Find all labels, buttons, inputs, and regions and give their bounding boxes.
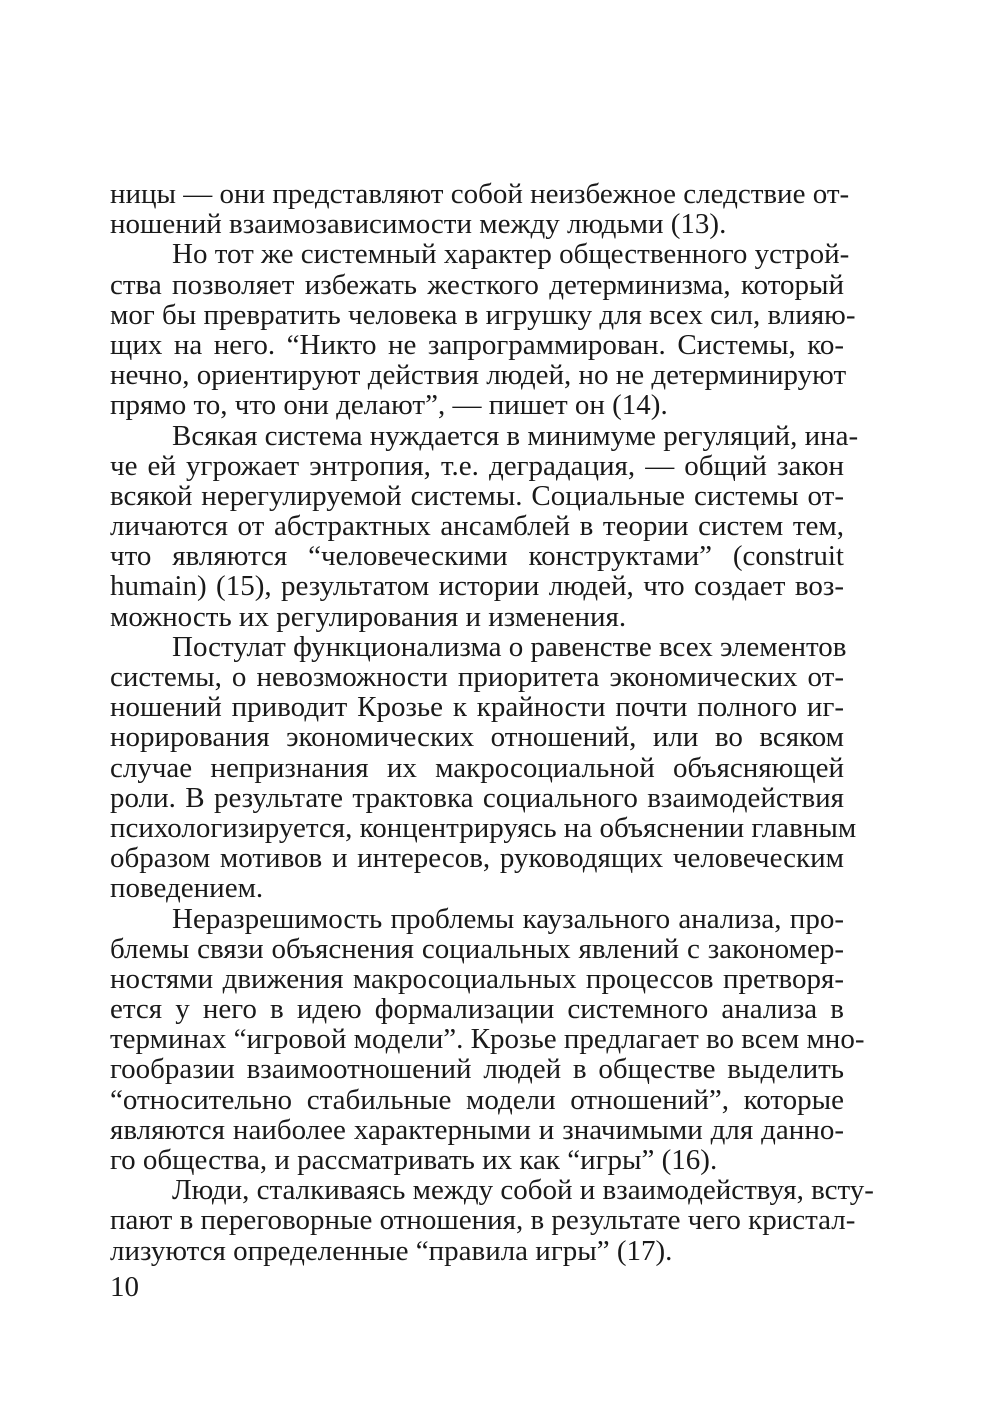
text-line: гообразии взаимоотношений людей в обществе выделить [110, 1053, 844, 1086]
paragraph [110, 1174, 874, 1267]
text-line: щих на него. “Никто не запрограммирован. Системы, ко- [110, 328, 844, 361]
paragraph [110, 238, 856, 422]
paragraph [110, 630, 857, 905]
text-line: прямо то, что они делают”, — пишет он (14). [110, 389, 668, 422]
text-line: случае непризнания их макросоциальной объясняющей [110, 751, 844, 784]
paragraph [110, 178, 850, 241]
text-line: роли. В результате трактовка социального взаимодействия [110, 781, 844, 814]
text-line: ства позволяет избежать жесткого детерминизма, который [110, 268, 844, 301]
text-line: пают в переговорные отношения, в результате чего кристал- [110, 1204, 856, 1237]
text-line: ется у него в идею формализации системного анализа в [110, 993, 844, 1026]
text-line: ношений взаимозависимости между людьми (13). [110, 208, 727, 241]
text-line: мог бы превратить человека в игрушку для всех сил, влияю- [110, 298, 856, 331]
text-line: “относительно стабильные модели отношений”, которые [110, 1083, 844, 1116]
text-line: норирования экономических отношений, или во всяком [110, 721, 844, 754]
text-line: личаются от абстрактных ансамблей в теории систем тем, [110, 510, 844, 543]
text-line: Люди, сталкиваясь между собой и взаимодействуя, всту- [172, 1174, 874, 1207]
text-line: что являются “человеческими конструктами” (construit [110, 540, 844, 573]
paragraph [110, 419, 859, 633]
text-line: нечно, ориентируют действия людей, но не детерминируют [110, 359, 847, 392]
text-line: психологизируется, концентрируясь на объяснении главным [110, 811, 857, 844]
text-line: образом мотивов и интересов, руководящих человеческим [110, 842, 844, 875]
text-line: блемы связи объяснения социальных явлений с закономер- [110, 932, 844, 965]
text-line: ницы — они представляют собой неизбежное следствие от- [110, 178, 850, 210]
text-line: го общества, и рассматривать их как “игры” (16). [110, 1144, 718, 1176]
page-number: 10 [110, 1271, 139, 1303]
text-line: Неразрешимость проблемы каузального анализа, про- [172, 902, 844, 935]
text-line: че ей угрожает энтропия, т.е. деградация, — общий закон [110, 449, 844, 482]
text-line: поведением. [110, 872, 264, 905]
text-line: терминах “игровой модели”. Крозье предлагает во всем мно- [110, 1023, 865, 1056]
text-line: являются наиболее характерными и значимыми для данно- [110, 1113, 844, 1146]
text-line: ностями движения макросоциальных процессов претворя- [110, 962, 844, 995]
text-line: лизуются определенные “правила игры” (17). [110, 1234, 673, 1267]
text-line: всякой нерегулируемой системы. Социальные системы от- [110, 479, 844, 512]
text-line: Постулат функционализма о равенстве всех элементов [172, 630, 847, 663]
text-line: ношений приводит Крозье к крайности почти полного иг- [110, 691, 844, 724]
text-line: можность их регулирования и изменения. [110, 600, 627, 633]
text-line: humain) (15), результатом истории людей, что создает воз- [110, 570, 844, 603]
paragraph [110, 902, 865, 1176]
text-line: Всякая система нуждается в минимуме регуляций, ина- [172, 419, 859, 452]
text-line: системы, о невозможности приоритета экономических от- [110, 661, 844, 693]
text-line: Но тот же системный характер общественного устрой- [172, 238, 850, 271]
page-text [110, 178, 874, 1267]
